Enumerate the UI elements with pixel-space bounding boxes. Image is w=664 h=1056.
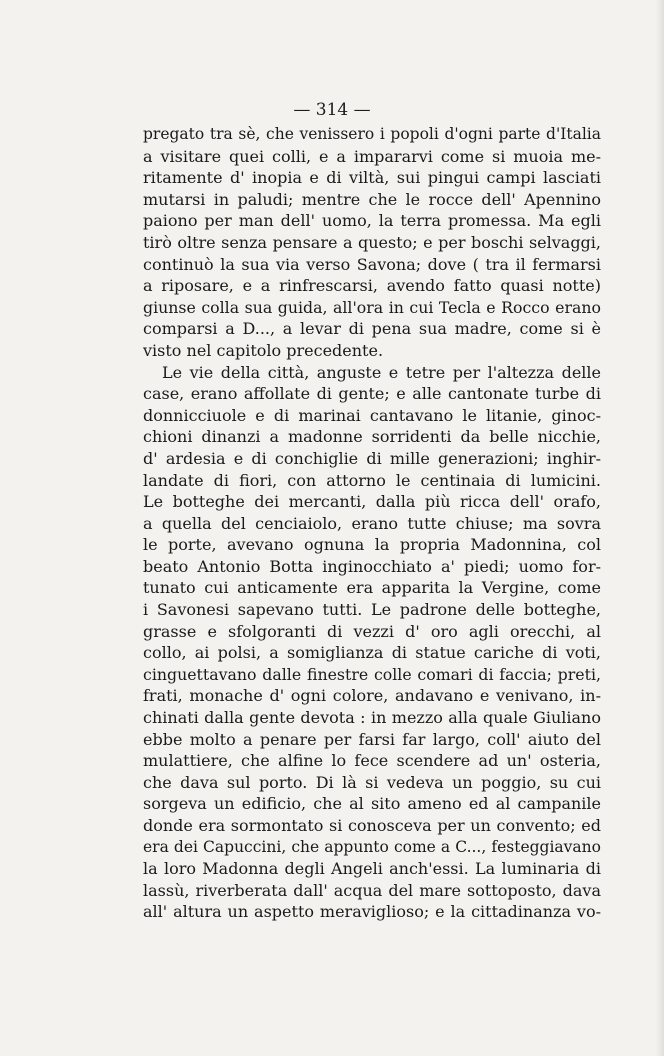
text-line: continuò la sua via verso Savona; dove ( tra il fermarsi [143,254,601,274]
text-line: chioni dinanzi a madonne sorridenti da belle nicchie, [143,427,601,447]
text-line: comparsi a D..., a levar di pena sua madre, come si è [143,319,601,339]
text-line: grasse e sfolgoranti di vezzi d' oro agli orecchi, al [143,621,601,641]
text-line: all' altura un aspetto meraviglioso; e la cittadinanza vo- [143,902,601,922]
text-line: ritamente d' inopia e di viltà, sui pingui campi lasciati [143,168,601,188]
text-line: collo, ai polsi, a somiglianza di statue cariche di voti, [143,643,601,663]
text-line: tunato cui anticamente era apparita la Vergine, come [143,578,601,598]
text-line: Le vie della città, anguste e tetre per l'altezza delle [162,362,601,382]
text-line: frati, monache d' ogni colore, andavano e venivano, in- [143,686,601,706]
text-line: lassù, riverberata dall' acqua del mare sottoposto, dava [143,880,601,900]
text-line: mulattiere, che alfine lo fece scendere ad un' osteria, [143,751,601,771]
text-line: che dava sul porto. Di là si vedeva un poggio, su cui [143,772,601,792]
text-line: ebbe molto a penare per farsi far largo, coll' aiuto del [143,729,601,749]
text-line: chinati dalla gente devota : in mezzo alla quale Giuliano [143,708,601,728]
text-line: tirò oltre senza pensare a questo; e per boschi selvaggi, [143,232,601,252]
page-edge-shadow [656,0,664,1056]
text-line: pregato tra sè, che venissero i popoli d'ogni parte d'Italia [143,125,601,143]
text-line: landate di fiori, con attorno le centinaia di lumicini. [143,470,601,490]
text-line: Le botteghe dei mercanti, dalla più ricca dell' orafo, [143,492,601,512]
text-line: a quella del cenciaiolo, erano tutte chiuse; ma sovra [143,513,601,533]
text-line: cinguettavano dalle finestre colle comari di faccia; preti, [143,664,601,684]
body-text [143,124,601,923]
text-line: giunse colla sua guida, all'ora in cui Tecla e Rocco erano [143,297,601,317]
text-line: le porte, avevano ognuna la propria Madonnina, col [143,535,601,555]
text-line: era dei Capuccini, che appunto come a C..., festeggiavano [143,837,601,856]
page-number: — 314 — [293,100,371,120]
text-line: beato Antonio Botta inginocchiato a' piedi; uomo for- [143,556,601,576]
text-line: la loro Madonna degli Angeli anch'essi. La luminaria di [143,859,601,879]
text-line: a visitare quei colli, e a impararvi come si muoia me- [143,146,601,166]
text-line: a riposare, e a rinfrescarsi, avendo fatto quasi notte) [143,276,601,296]
text-line: d' ardesia e di conchiglie di mille generazioni; inghir- [143,448,601,468]
text-line: case, erano affollate di gente; e alle cantonate turbe di [143,384,601,404]
text-line: visto nel capitolo precedente. [143,340,384,360]
text-line: donde era sormontato si conosceva per un convento; ed [143,816,601,835]
text-line: sorgeva un edificio, che al sito ameno ed al campanile [143,794,601,814]
text-line: mutarsi in paludi; mentre che le rocce dell' Apennino [143,189,601,209]
text-line: i Savonesi sapevano tutti. Le padrone delle botteghe, [143,600,601,620]
text-line: donnicciuole e di marinai cantavano le litanie, ginoc- [143,405,601,425]
text-line: paiono per man dell' uomo, la terra promessa. Ma egli [143,211,601,231]
